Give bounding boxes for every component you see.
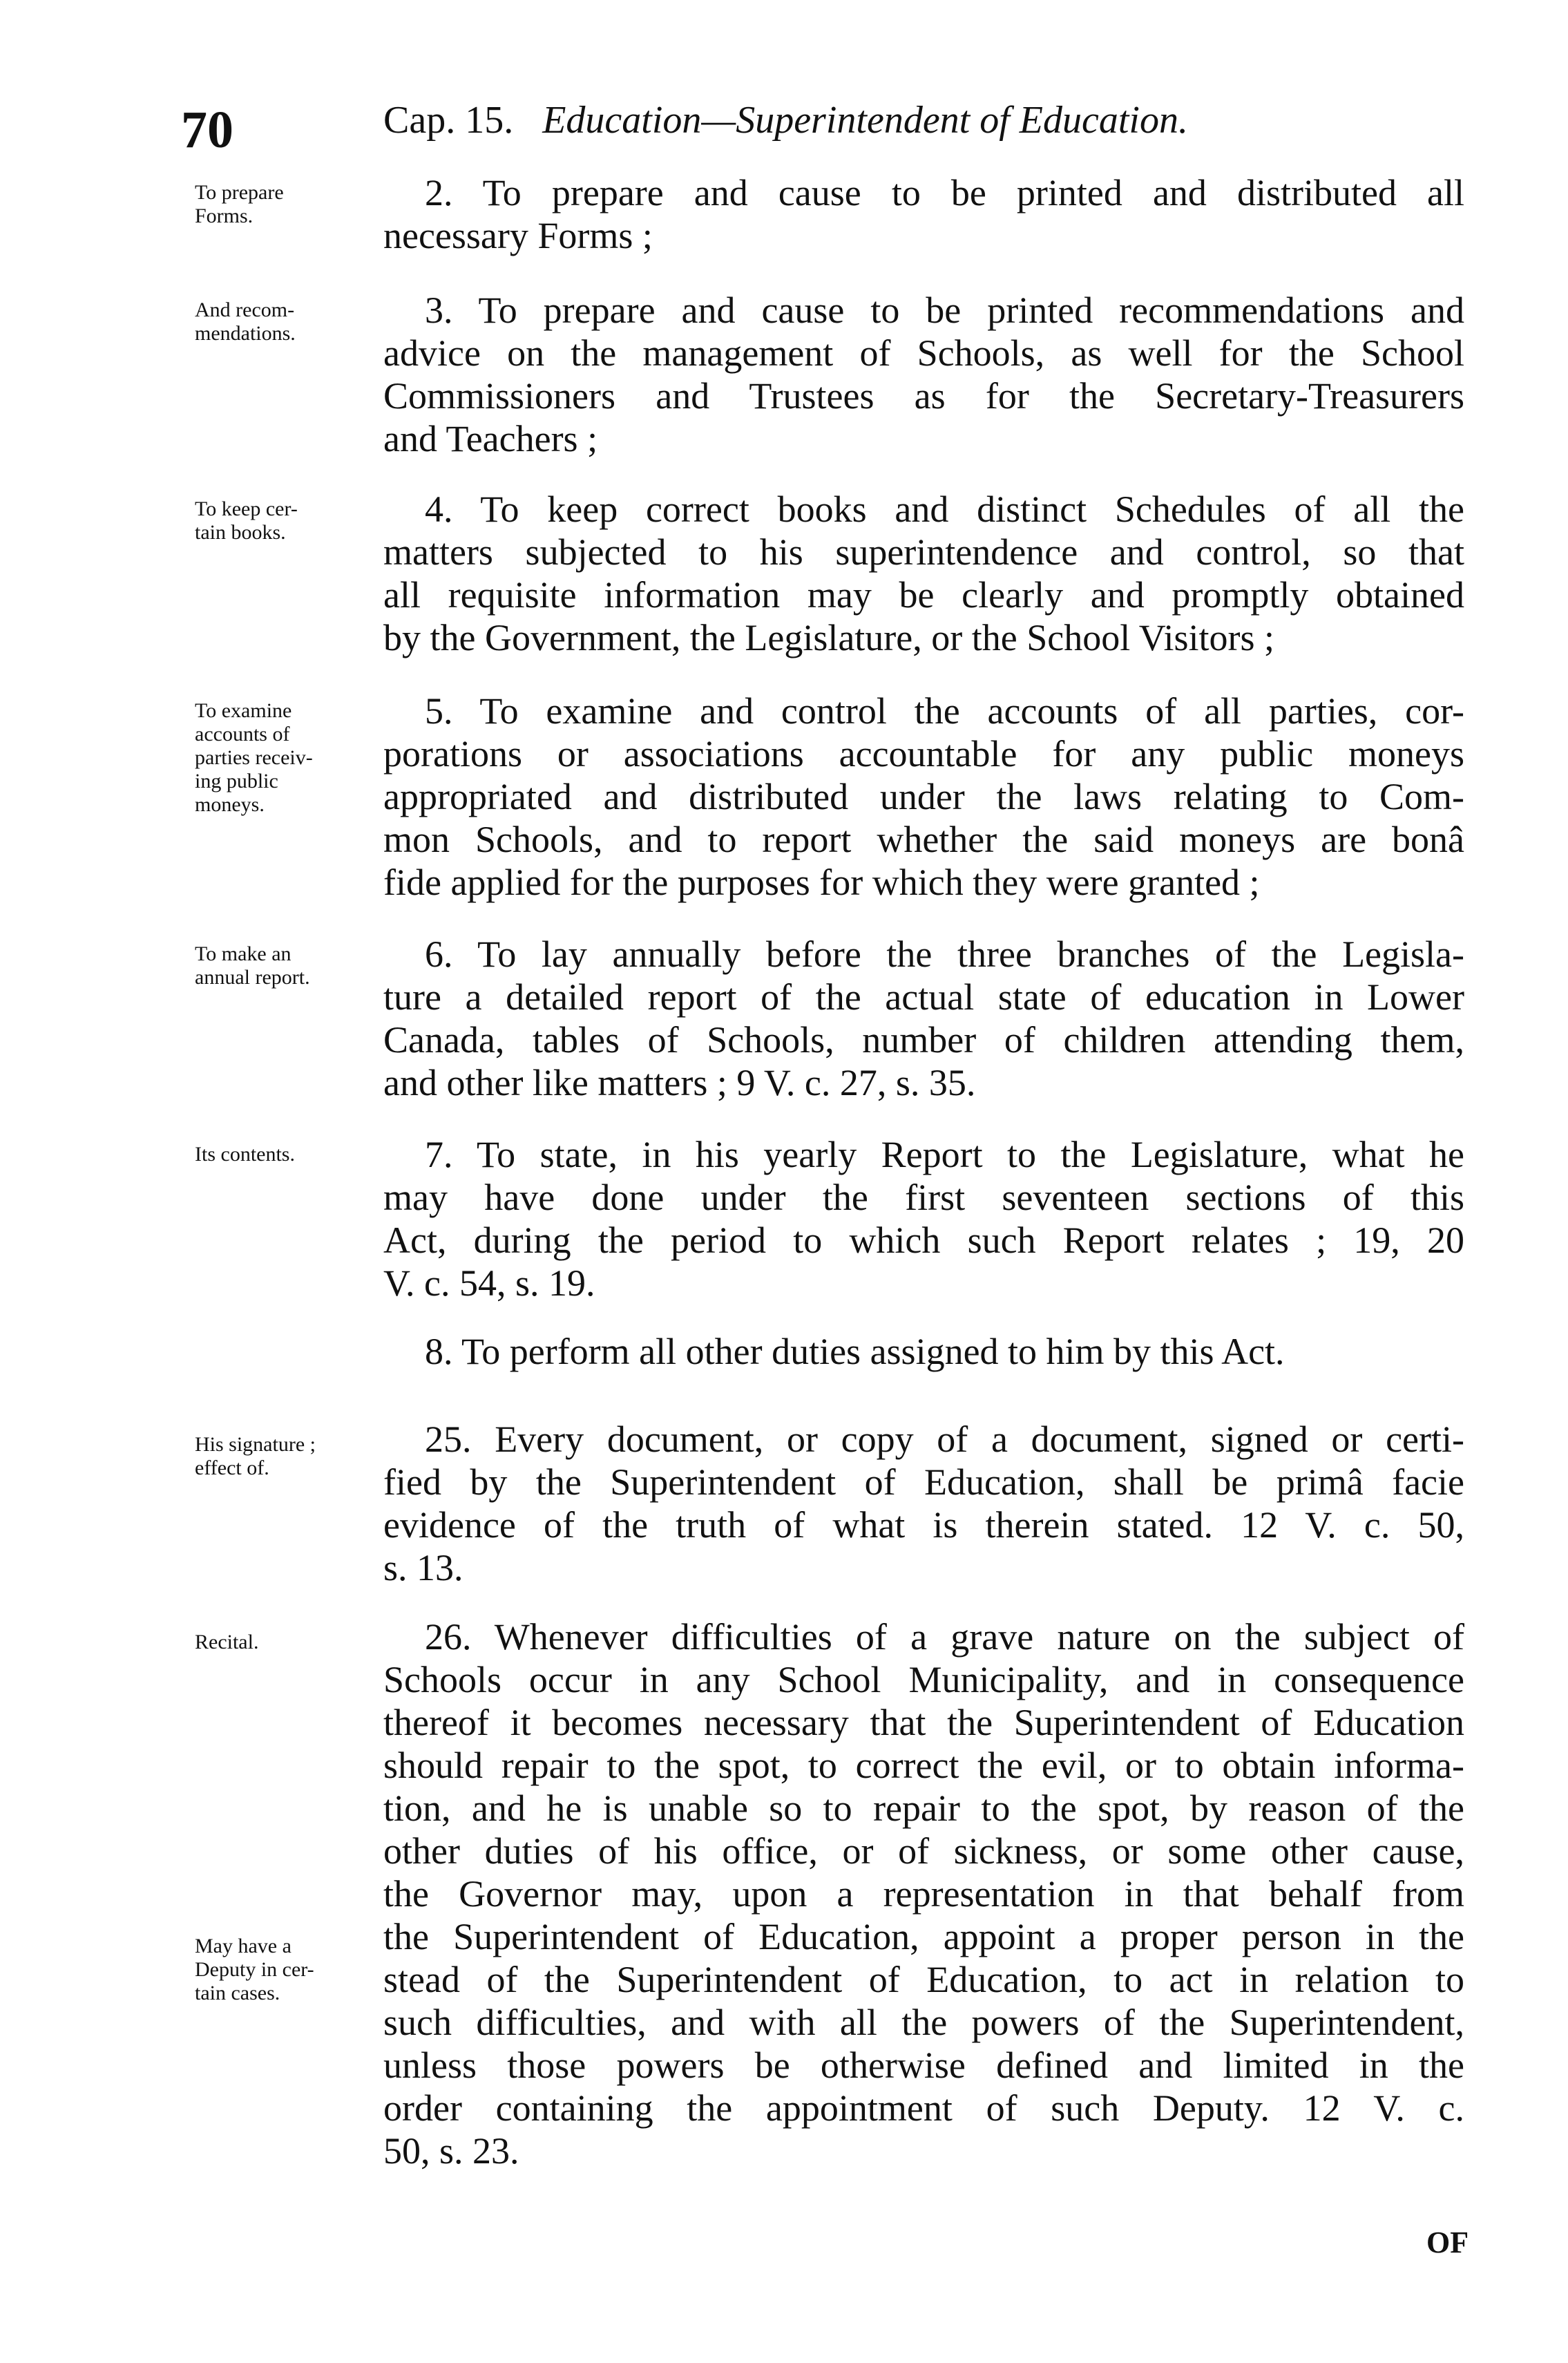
margin-note: To make an annual report. <box>195 942 310 989</box>
paragraph-text: 4. To keep correct books and distinct Schedules of all the matters subjected to his superintendence and control, so that all requisite information may be clearly and promptly obtained by the Government, the Legislature, or the School Visitors ; <box>383 488 1464 658</box>
margin-note: To prepare Forms. <box>195 181 284 227</box>
paragraph-text: 2. To prepare and cause to be printed and distributed all necessary Forms ; <box>383 172 1464 256</box>
running-title: Education—Superintendent of Education. <box>542 99 1188 142</box>
paragraph-text: 5. To examine and control the accounts of all parties, cor- porations or associations accountable for any public moneys appropriated and distributed under the laws relating to Com- mon Schools, and to report whether the said moneys are bonâ fide applied for the purposes for which they were granted ; <box>383 690 1464 903</box>
paragraph-text: 6. To lay annually before the three branches of the Legisla- ture a detailed report of the actual state of education in Lower Canada, tables of Schools, number of children attending them, and other like matters ; 9 V. c. 27, s. 35. <box>383 933 1464 1103</box>
margin-note: To keep cer- tain books. <box>195 497 298 544</box>
margin-note: Its contents. <box>195 1143 295 1166</box>
running-head <box>383 101 1188 140</box>
paragraph-text: 8. To perform all other duties assigned to him by this Act. <box>425 1331 1285 1372</box>
margin-note-recital: Recital. <box>195 1631 259 1653</box>
margin-note: His signature ; effect of. <box>195 1433 316 1479</box>
margin-note: And recom- mendations. <box>195 298 296 345</box>
margin-note-deputy: May have a Deputy in cer- tain cases. <box>195 1935 314 2004</box>
paragraph-text: 7. To state, in his yearly Report to the Legislature, what he may have done under the first seventeen sections of this Act, during the period to which such Report relates ; 19, 20 V. c. 54, s. 19. <box>383 1134 1464 1304</box>
chapter-label: Cap. 15. <box>383 99 514 142</box>
paragraph-text: 26. Whenever difficulties of a grave nature on the subject of Schools occur in any School Municipality, and in consequence thereof it becomes necessary that the Superintendent of Education should repair to the spot, to correct the evil, or to obtain informa- tion, and he is unable so to repair to the spot, by reason of the other duties of his office, or of sickness, or some other cause, the Governor may, upon a representation in that behalf from the Superintendent of Education, appoint a proper person in the stead of the Superintendent of Education, to act in relation to such difficulties, and with all the powers of the Superintendent, unless those powers be otherwise defined and limited in the order containing the appointment of such Deputy. 12 V. c. 50, s. 23. <box>383 1616 1464 2172</box>
paragraph-text: 25. Every document, or copy of a document, signed or certi- fied by the Superintendent of Education, shall be primâ facie evidence of the truth of what is therein stated. 12 V. c. 50, s. 13. <box>383 1418 1464 1588</box>
paragraph-text: 3. To prepare and cause to be printed recommendations and advice on the management of Schools, as well for the School Commissioners and Trustees as for the Secretary-Treasurers and Teachers ; <box>383 290 1464 459</box>
margin-note: To examine accounts of parties receiv- ing public moneys. <box>195 699 313 816</box>
page-number: 70 <box>181 101 233 159</box>
catchword: OF <box>1426 2226 1469 2259</box>
